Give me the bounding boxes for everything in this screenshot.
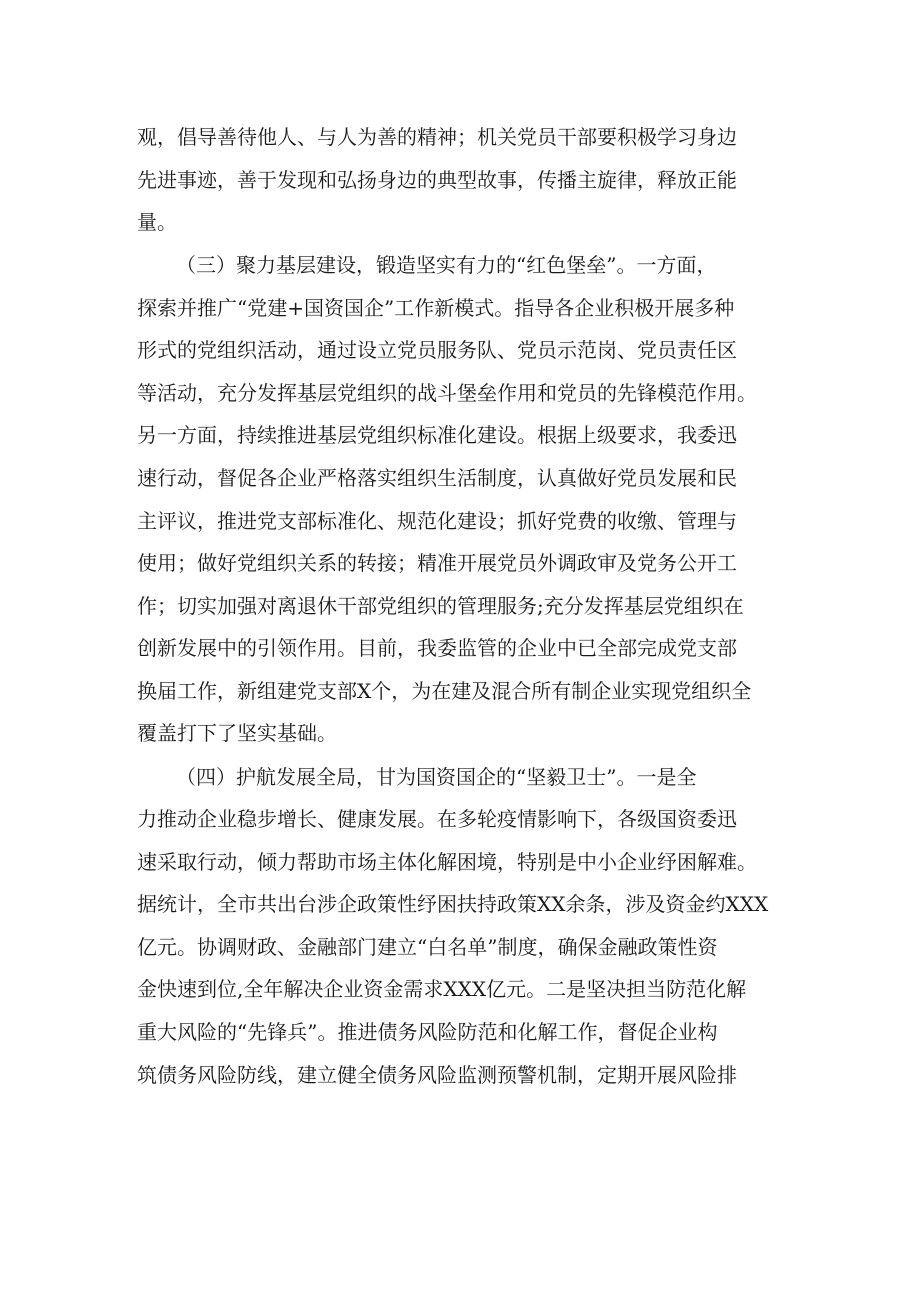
text-line: 等活动，充分发挥基层党组织的战斗堡垒作用和党员的先锋模范作用。 xyxy=(137,381,757,405)
section-heading-3: （三）聚力基层建设，锻造坚实有力的“红色堡垒”。一方面， xyxy=(176,253,717,277)
text-line: 覆盖打下了坚实基础。 xyxy=(137,721,337,745)
text-line: 金快速到位,全年解决企业资金需求XXX亿元。二是坚决担当防范化解 xyxy=(137,977,747,1001)
text-line: 探索并推广“党建+国资国企”工作新模式。指导各企业积极开展多种 xyxy=(137,296,735,320)
text-line: 主评议，推进党支部标准化、规范化建设；抓好党费的收缴、管理与 xyxy=(137,509,737,533)
text-line: 创新发展中的引领作用。目前，我委监管的企业中已全部完成党支部 xyxy=(137,636,737,660)
text-line: 筑债务风险防线，建立健全债务风险监测预警机制，定期开展风险排 xyxy=(137,1063,737,1087)
text-line: 速行动，督促各企业严格落实组织生活制度，认真做好党员发展和民 xyxy=(137,466,737,490)
text-line: 作；切实加强对离退休干部党组织的管理服务;充分发挥基层党组织在 xyxy=(137,594,744,618)
text-line: 另一方面，持续推进基层党组织标准化建设。根据上级要求，我委迅 xyxy=(137,423,737,447)
text-line: 力推动企业稳步增长、健康发展。在多轮疫情影响下，各级国资委迅 xyxy=(137,807,737,831)
text-line: 速采取行动，倾力帮助市场主体化解困境，特别是中小企业纾困解难。 xyxy=(137,850,757,874)
text-line: 量。 xyxy=(137,210,177,234)
section-heading-4: （四）护航发展全局，甘为国资国企的“坚毅卫士”。一是全 xyxy=(176,765,697,789)
text-line: 观，倡导善待他人、与人为善的精神；机关党员干部要积极学习身边 xyxy=(137,125,737,149)
text-line: 形式的党组织活动，通过设立党员服务队、党员示范岗、党员责任区 xyxy=(137,338,737,362)
text-line: 使用；做好党组织关系的转接；精准开展党员外调政审及党务公开工 xyxy=(137,551,737,575)
text-line: 重大风险的“先锋兵”。推进债务风险防范和化解工作，督促企业构 xyxy=(137,1020,718,1044)
text-line: 换届工作，新组建党支部X个，为在建及混合所有制企业实现党组织全 xyxy=(137,679,752,703)
text-line: 据统计，全市共出台涉企政策性纾困扶持政策XX余条，涉及资金约XXX xyxy=(137,892,769,916)
text-line: 亿元。协调财政、金融部门建立“白名单”制度，确保金融政策性资 xyxy=(137,935,718,959)
text-line: 先进事迹，善于发现和弘扬身边的典型故事，传播主旋律，释放正能 xyxy=(137,168,737,192)
